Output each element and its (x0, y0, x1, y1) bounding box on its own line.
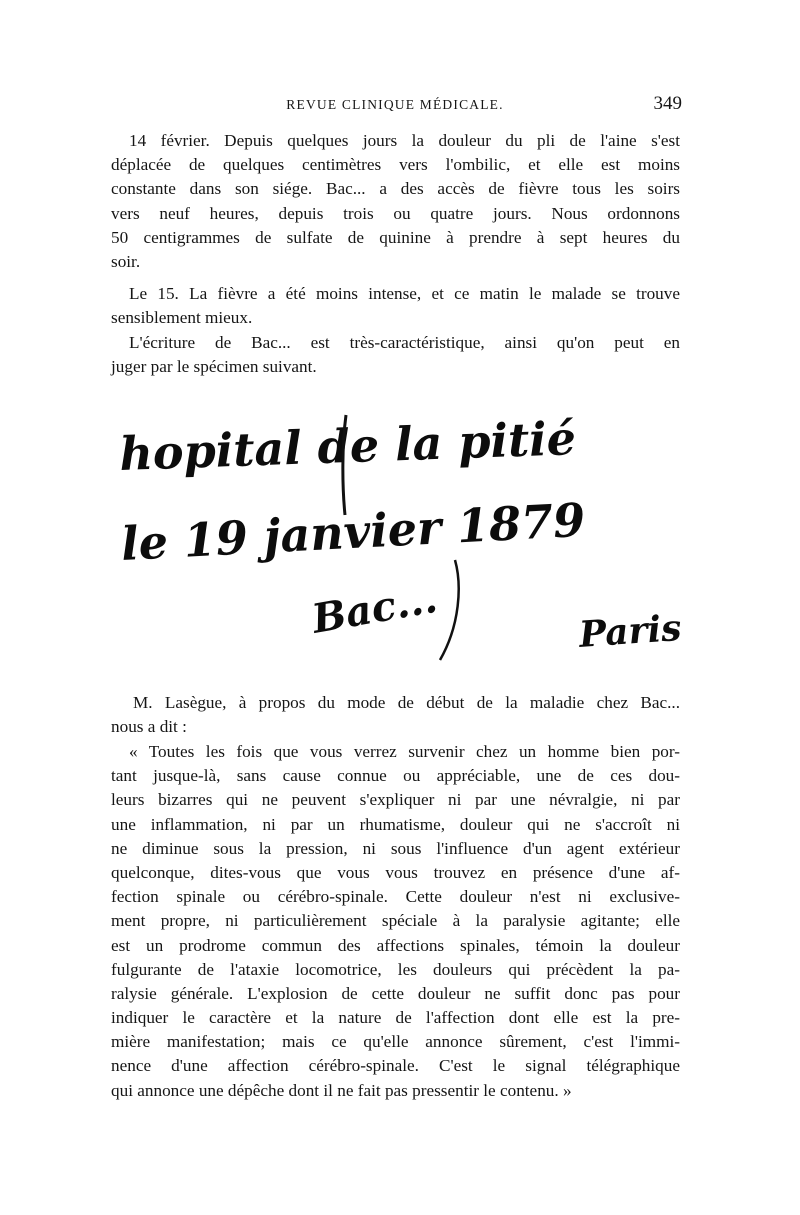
text-line: vers neuf heures, depuis trois ou quatre jours. Nous ordonnons (111, 203, 680, 223)
text-line: nous a dit : (111, 717, 187, 737)
text-line: sensiblement mieux. (111, 308, 253, 328)
text-line: leurs bizarres qui ne peuvent s'expliquer ni par une névralgie, ni par (111, 790, 680, 810)
page-number: 349 (653, 93, 682, 114)
paragraph-ecriture (111, 331, 680, 379)
text-line: mière manifestation; mais ce qu'elle annonce sûrement, c'est l'immi- (111, 1032, 680, 1052)
paragraph-quotation (111, 740, 680, 1103)
text-line: « Toutes les fois que vous verrez survenir chez un homme bien por- (129, 742, 680, 761)
handwriting-specimen (110, 385, 690, 685)
text-line: est un prodrome commun des affections spinales, témoin la douleur (111, 935, 680, 955)
specimen-line-3: Bac... (308, 574, 441, 643)
running-title: REVUE CLINIQUE MÉDICALE. (286, 97, 504, 112)
text-line: L'écriture de Bac... est très-caractéristique, ainsi qu'on peut en (129, 333, 680, 352)
text-line: 14 février. Depuis quelques jours la douleur du pli de l'aine s'est (129, 131, 680, 150)
text-line: fulgurante de l'ataxie locomotrice, les douleurs qui précèdent la pa- (111, 959, 680, 979)
text-line: quelconque, dites-vous que vous vous trouvez en présence d'une af- (111, 862, 680, 882)
paragraph-feb14 (111, 129, 680, 274)
text-line: 50 centigrammes de sulfate de quinine à prendre à sept heures du (111, 227, 680, 247)
text-line: soir. (111, 251, 141, 271)
text-line: fection spinale ou cérébro-spinale. Cette douleur n'est ni exclusive- (111, 887, 680, 907)
text-line: une inflammation, ni par un rhumatisme, douleur qui ne s'accroît ni (111, 814, 680, 834)
page-header (110, 93, 682, 121)
text-line: nence d'une affection cérébro-spinale. C'est le signal télégraphique (111, 1056, 680, 1076)
specimen-line-2: le 19 janvier 1879 (119, 492, 587, 571)
text-line: indiquer le caractère et la nature de l'affection dont elle est la pre- (111, 1008, 680, 1028)
paragraph-le15 (111, 282, 680, 330)
text-line: ment propre, ni particulièrement spéciale à la paralysie agitante; elle (111, 911, 680, 931)
specimen-line-1: hopital de la pitié (118, 411, 577, 481)
text-line: qui annonce une dépêche dont il ne fait pas pressentir le contenu. » (111, 1080, 572, 1100)
text-line: M. Lasègue, à propos du mode de début de la maladie chez Bac... (133, 693, 680, 712)
paragraph-lasegue (111, 691, 680, 739)
text-line: ralysie générale. L'explosion de cette douleur ne suffit donc pas pour (111, 983, 680, 1003)
text-line: Le 15. La fièvre a été moins intense, et ce matin le malade se trouve (129, 284, 680, 303)
text-line: juger par le spécimen suivant. (111, 357, 317, 377)
text-line: déplacée de quelques centimètres vers l'ombilic, et elle est moins (111, 155, 680, 175)
text-line: constante dans son siége. Bac... a des accès de fièvre tous les soirs (111, 179, 680, 199)
text-line: ne diminue sous la pression, ni sous l'influence d'un agent extérieur (111, 838, 680, 858)
handwriting-specimen-image (110, 385, 690, 685)
text-line: tant jusque-là, sans cause connue ou appréciable, une de ces dou- (111, 766, 680, 786)
pen-stroke (440, 560, 459, 660)
specimen-line-4: Paris (577, 606, 683, 656)
